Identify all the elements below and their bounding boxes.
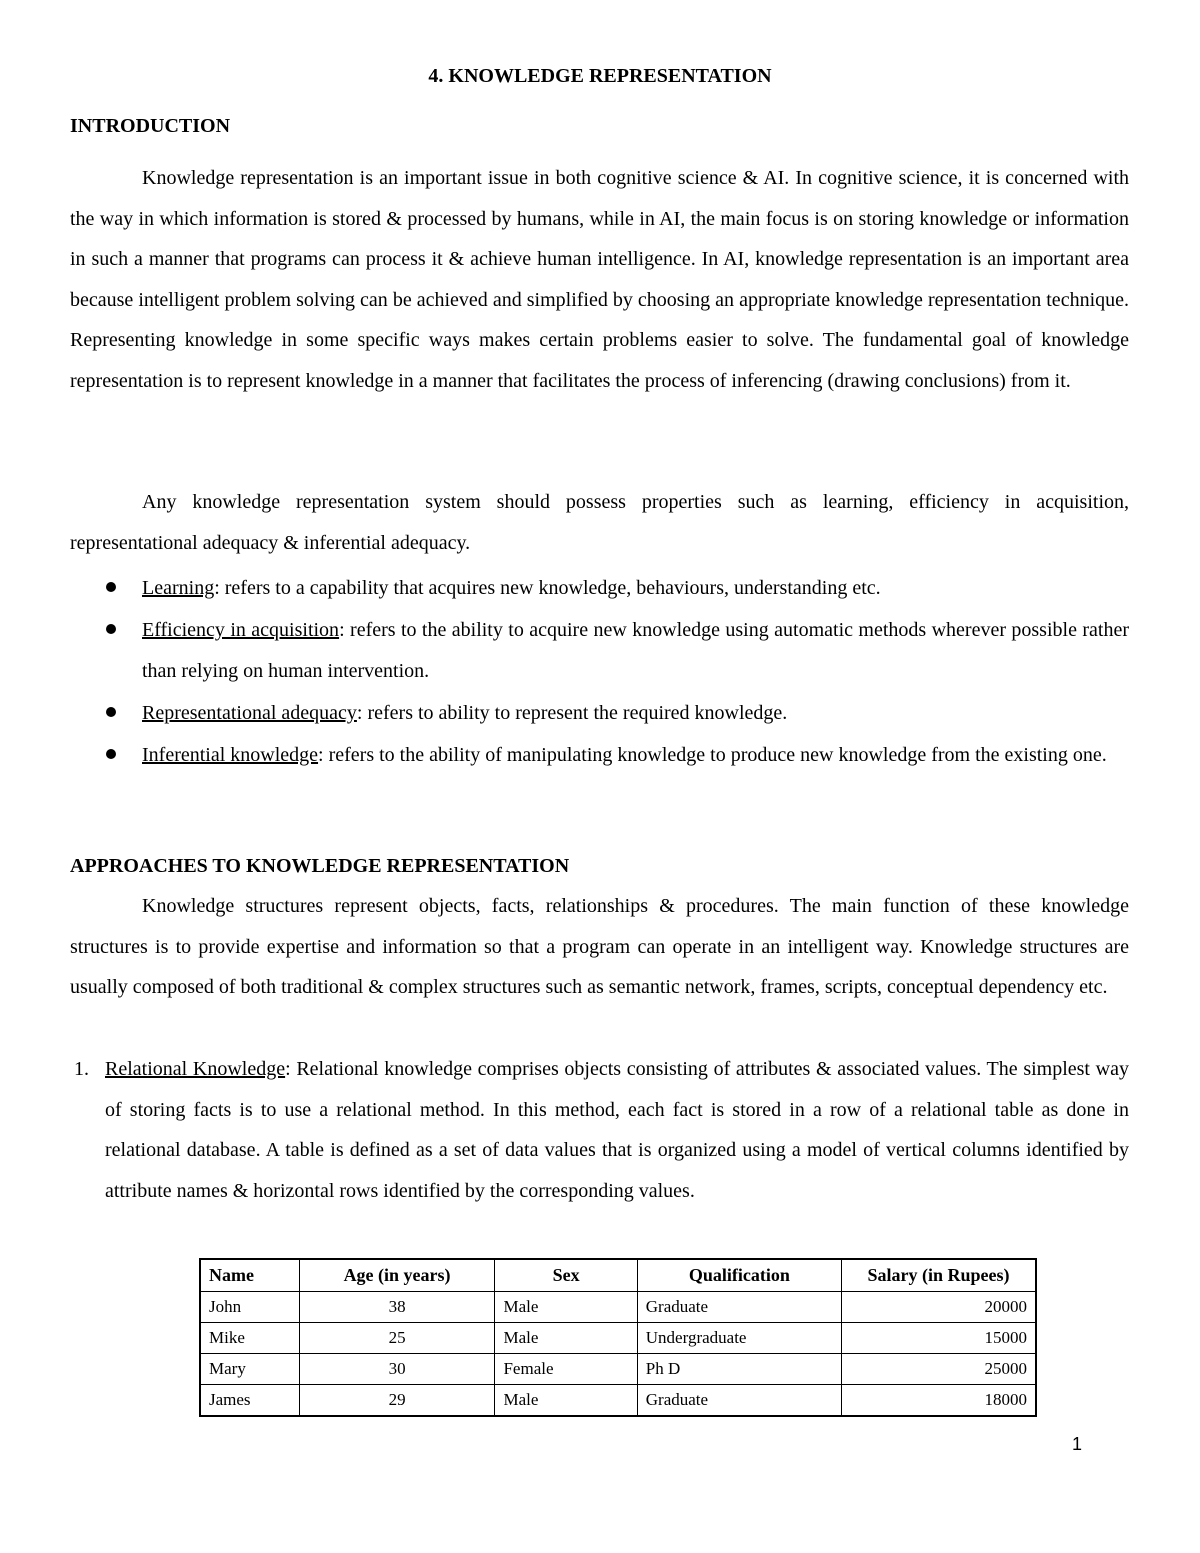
table-row xyxy=(200,1385,1036,1417)
cell-sex: Female xyxy=(495,1354,637,1385)
property-term: Representational adequacy xyxy=(142,702,357,724)
relational-knowledge-table xyxy=(199,1258,1037,1417)
table-row xyxy=(200,1354,1036,1385)
property-desc: : refers to ability to represent the required knowledge. xyxy=(356,702,788,724)
cell-age: 25 xyxy=(299,1323,495,1354)
cell-salary: 15000 xyxy=(842,1323,1037,1354)
cell-qualification: Graduate xyxy=(637,1292,841,1323)
bullet-icon xyxy=(106,624,116,634)
bullet-icon xyxy=(106,707,116,717)
intro-paragraph-1: Knowledge representation is an important issue in both cognitive science & AI. In cognitive science, it is concerned with the way in which information is stored & processed by humans, while in AI, the main focus is on storing knowledge or information in such a manner that programs can process it & achieve human intelligence. In AI, knowledge representation is an important area because intelligent problem solving can be achieved and simplified by choosing an appropriate knowledge representation technique. Representing knowledge in some specific ways makes certain problems easier to solve. The fundamental goal of knowledge representation is to represent knowledge in a manner that facilitates the process of inferencing (drawing conclusions) from it. xyxy=(70,167,1129,392)
approaches-paragraph-1: Knowledge structures represent objects, facts, relationships & procedures. The main function of these knowledge structures is to provide expertise and information so that a program can operate in an intelligent way. Knowledge structures are usually composed of both traditional & complex structures such as semantic network, frames, scripts, conceptual dependency etc. xyxy=(70,895,1129,999)
bullet-icon xyxy=(106,582,116,592)
header-salary: Salary (in Rupees) xyxy=(842,1259,1037,1292)
cell-salary: 25000 xyxy=(842,1354,1037,1385)
table-row xyxy=(200,1323,1036,1354)
cell-age: 38 xyxy=(299,1292,495,1323)
cell-age: 30 xyxy=(299,1354,495,1385)
property-desc: : refers to the ability of manipulating knowledge to produce new knowledge from the existing one. xyxy=(318,744,1107,766)
property-term: Learning xyxy=(142,577,215,599)
cell-name: James xyxy=(200,1385,299,1417)
cell-salary: 18000 xyxy=(842,1385,1037,1417)
header-age: Age (in years) xyxy=(299,1259,495,1292)
cell-sex: Male xyxy=(495,1323,637,1354)
item-number: 1. xyxy=(74,1058,89,1080)
header-sex: Sex xyxy=(495,1259,637,1292)
table-row xyxy=(200,1292,1036,1323)
cell-qualification: Graduate xyxy=(637,1385,841,1417)
cell-salary: 20000 xyxy=(842,1292,1037,1323)
cell-sex: Male xyxy=(495,1292,637,1323)
page-title: 4. KNOWLEDGE REPRESENTATION xyxy=(428,65,772,87)
page-number: 1 xyxy=(1072,1434,1083,1454)
header-name: Name xyxy=(200,1259,299,1292)
property-term: Inferential knowledge xyxy=(142,744,319,766)
cell-qualification: Undergraduate xyxy=(637,1323,841,1354)
intro-paragraph-2: Any knowledge representation system should possess properties such as learning, efficiency in acquisition, representational adequacy & inferential adequacy. xyxy=(70,491,1129,554)
cell-name: Mike xyxy=(200,1323,299,1354)
property-desc: : refers to the ability to acquire new knowledge using automatic methods wherever possible rather than relying on human intervention. xyxy=(142,619,1129,682)
item-desc: : Relational knowledge comprises objects consisting of attributes & associated values. The simplest way of storing facts is to use a relational method. In this method, each fact is stored in a row of a relational table as done in relational database. A table is defined as a set of data values that is organized using a model of vertical columns identified by attribute names & horizontal rows identified by the corresponding values. xyxy=(105,1058,1129,1202)
cell-sex: Male xyxy=(495,1385,637,1417)
property-desc: : refers to a capability that acquires new knowledge, behaviours, understanding etc. xyxy=(214,577,881,599)
cell-name: John xyxy=(200,1292,299,1323)
item-term: Relational Knowledge xyxy=(105,1058,286,1080)
cell-age: 29 xyxy=(299,1385,495,1417)
section-heading-approaches: APPROACHES TO KNOWLEDGE REPRESENTATION xyxy=(70,855,570,877)
table-header-row xyxy=(200,1259,1036,1292)
cell-name: Mary xyxy=(200,1354,299,1385)
cell-qualification: Ph D xyxy=(637,1354,841,1385)
section-heading-introduction: INTRODUCTION xyxy=(70,115,231,137)
property-term: Efficiency in acquisition xyxy=(142,619,340,641)
header-qualification: Qualification xyxy=(637,1259,841,1292)
bullet-icon xyxy=(106,749,116,759)
